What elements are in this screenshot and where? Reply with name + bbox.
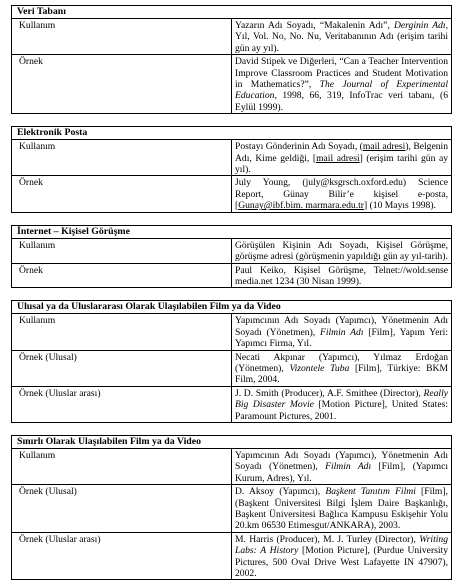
table-row xyxy=(12,485,452,533)
text-run: [Motion Picture], (Purdue University Pictures, 500 Oval Drive West Lafayette IN 47907), 2002. xyxy=(235,545,448,580)
section-gap xyxy=(11,114,452,126)
text-run: ] (10 Mayıs 1998). xyxy=(364,200,436,212)
row-label: Örnek xyxy=(12,263,232,288)
section-gap xyxy=(11,213,452,225)
table-row xyxy=(12,532,452,580)
italic-title: Derginin Adı xyxy=(393,20,446,31)
row-label: Kullanım xyxy=(12,140,232,176)
section-title: Elektronik Posta xyxy=(12,127,452,140)
text-run: Necati Akpınar (Yapımcı), Yılmaz Erdoğan (Yönetmen), xyxy=(235,351,448,374)
row-label: Örnek (Uluslar arası) xyxy=(12,386,232,422)
row-value xyxy=(232,485,452,533)
row-value xyxy=(232,386,452,422)
row-label: Örnek (Ulusal) xyxy=(12,485,232,533)
text-run: July Young, (july@ksgrsch.oxford.edu) Science Report, Günay Bilir’e kişisel e-posta, [ xyxy=(235,177,448,212)
italic-title: Filmin Adı xyxy=(325,461,372,473)
table-row xyxy=(12,350,452,386)
text-run: David Stipek ve Diğerleri, “Can a Teacher Intervention Improve Classroom Practices and Student Motivation in Mathematics?”, xyxy=(235,56,448,91)
text-run: [Film], (Yapımcı Kurum, Adres), Yıl. xyxy=(235,461,449,484)
table-row xyxy=(12,176,452,212)
section-title: Ulusal ya da Uluslararası Olarak Ulaşılabilen Film ya da Video xyxy=(12,301,452,314)
row-label: Örnek (Ulusal) xyxy=(12,350,232,386)
italic-title: Vizontele Tuba xyxy=(289,362,350,374)
table-row xyxy=(12,263,452,288)
citation-table xyxy=(11,126,452,212)
row-value xyxy=(232,55,452,114)
row-value xyxy=(232,19,452,55)
italic-title: The Journal of Experimental Education xyxy=(235,79,448,102)
table-row xyxy=(12,448,452,484)
citation-table xyxy=(11,300,452,423)
table-row xyxy=(12,140,452,176)
text-run: ), Belgenin Adı, Kime geldiği, [ xyxy=(235,141,448,164)
citation-guide-page xyxy=(11,5,452,580)
email-placeholder: Gunay@ibf.bim. marmara.edu.tr xyxy=(238,200,364,212)
text-run: , 1998, 66, 319, InfoTrac veri tabanı, (6 Eylül 1999). xyxy=(235,90,448,113)
row-value xyxy=(232,263,452,288)
row-value xyxy=(232,532,452,580)
text-run: Yazarın Adı Soyadı, “Makalenin Adı”, xyxy=(235,20,394,31)
italic-title: Really Big Disaster Movie xyxy=(235,387,448,411)
section-gap xyxy=(11,423,452,435)
table-row xyxy=(12,19,452,55)
text-run: J. D. Smith (Producer), A.F. Smithee (Director), xyxy=(235,387,424,399)
text-run: [Film], Yapım Yeri: Yapımcı Firma, Yıl. xyxy=(235,326,448,350)
table-row xyxy=(12,314,452,350)
row-value xyxy=(232,314,452,350)
section-gap xyxy=(11,288,452,300)
text-run: Postayı Gönderinin Adı Soyadı, ( xyxy=(235,141,363,153)
section-title: Sınırlı Olarak Ulaşılabilen Film ya da Video xyxy=(12,435,452,448)
row-label: Örnek (Uluslar arası) xyxy=(12,532,232,580)
row-value xyxy=(232,238,452,263)
text-run: ] (erişim tarihi gün ay yıl). xyxy=(235,152,448,176)
text-run: [Film], Türkiye: BKM Film, 2004. xyxy=(235,362,448,386)
table-row xyxy=(12,386,452,422)
row-value xyxy=(232,176,452,212)
text-run: Görüşülen Kişinin Adı Soyadı, Kişisel Görüşme, görüşme adresi (görüşmenin yapıldığı gün ay yıl-tarih). xyxy=(235,239,448,263)
row-label: Kullanım xyxy=(12,448,232,484)
text-run: [Film], (Başkent Üniversitesi Bilgi İşlem Daire Başkanlığı, Başkent Üniversitesi Bağlıca Kampusu Eskişehir Yolu 20.km 06530 Etimesgut/ANKARA), 2003. xyxy=(235,486,448,532)
row-label: Örnek xyxy=(12,55,232,114)
row-value xyxy=(232,350,452,386)
text-run: Yapımcının Adı Soyadı (Yapımcı), Yönetmenin Adı Soyadı (Yönetmen), xyxy=(235,315,448,338)
text-run: [Motion Picture], United States: Paramount Pictures, 2001. xyxy=(235,399,448,422)
text-run: D. Aksoy (Yapımcı), xyxy=(235,486,326,498)
text-run: Yapımcının Adı Soyadı (Yapımcı), Yönetmenin Adı Soyadı (Yönetmen), xyxy=(235,449,448,473)
row-label: Kullanım xyxy=(12,314,232,350)
citation-table xyxy=(11,225,452,289)
section-title: İnternet – Kişisel Görüşme xyxy=(12,225,452,238)
italic-title: Başkent Tanıtım Filmi xyxy=(325,486,416,498)
email-placeholder: mail adresi xyxy=(316,152,360,164)
row-value xyxy=(232,448,452,484)
row-label: Kullanım xyxy=(12,19,232,55)
citation-table xyxy=(11,435,452,580)
citation-table xyxy=(11,5,452,114)
text-run: Paul Keiko, Kişisel Görüşme, Telnet://wold.sense media.net 1234 (30 Nisan 1999). xyxy=(235,264,448,287)
italic-title: Filmin Adı xyxy=(319,326,364,338)
email-placeholder: mail adresi xyxy=(362,141,406,153)
section-title: Veri Tabanı xyxy=(12,6,452,19)
table-row xyxy=(12,55,452,114)
row-value xyxy=(232,140,452,176)
italic-title: Writing Labs: A History xyxy=(235,533,448,557)
text-run: M. Harris (Producer), M. J. Turley (Director), xyxy=(235,533,420,545)
row-label: Kullanım xyxy=(12,238,232,263)
text-run: , Yıl, Vol. No, No. Nu, Veritabanının Adı (erişim tarihi gün ay yıl). xyxy=(235,20,448,54)
table-row xyxy=(12,238,452,263)
row-label: Örnek xyxy=(12,176,232,212)
